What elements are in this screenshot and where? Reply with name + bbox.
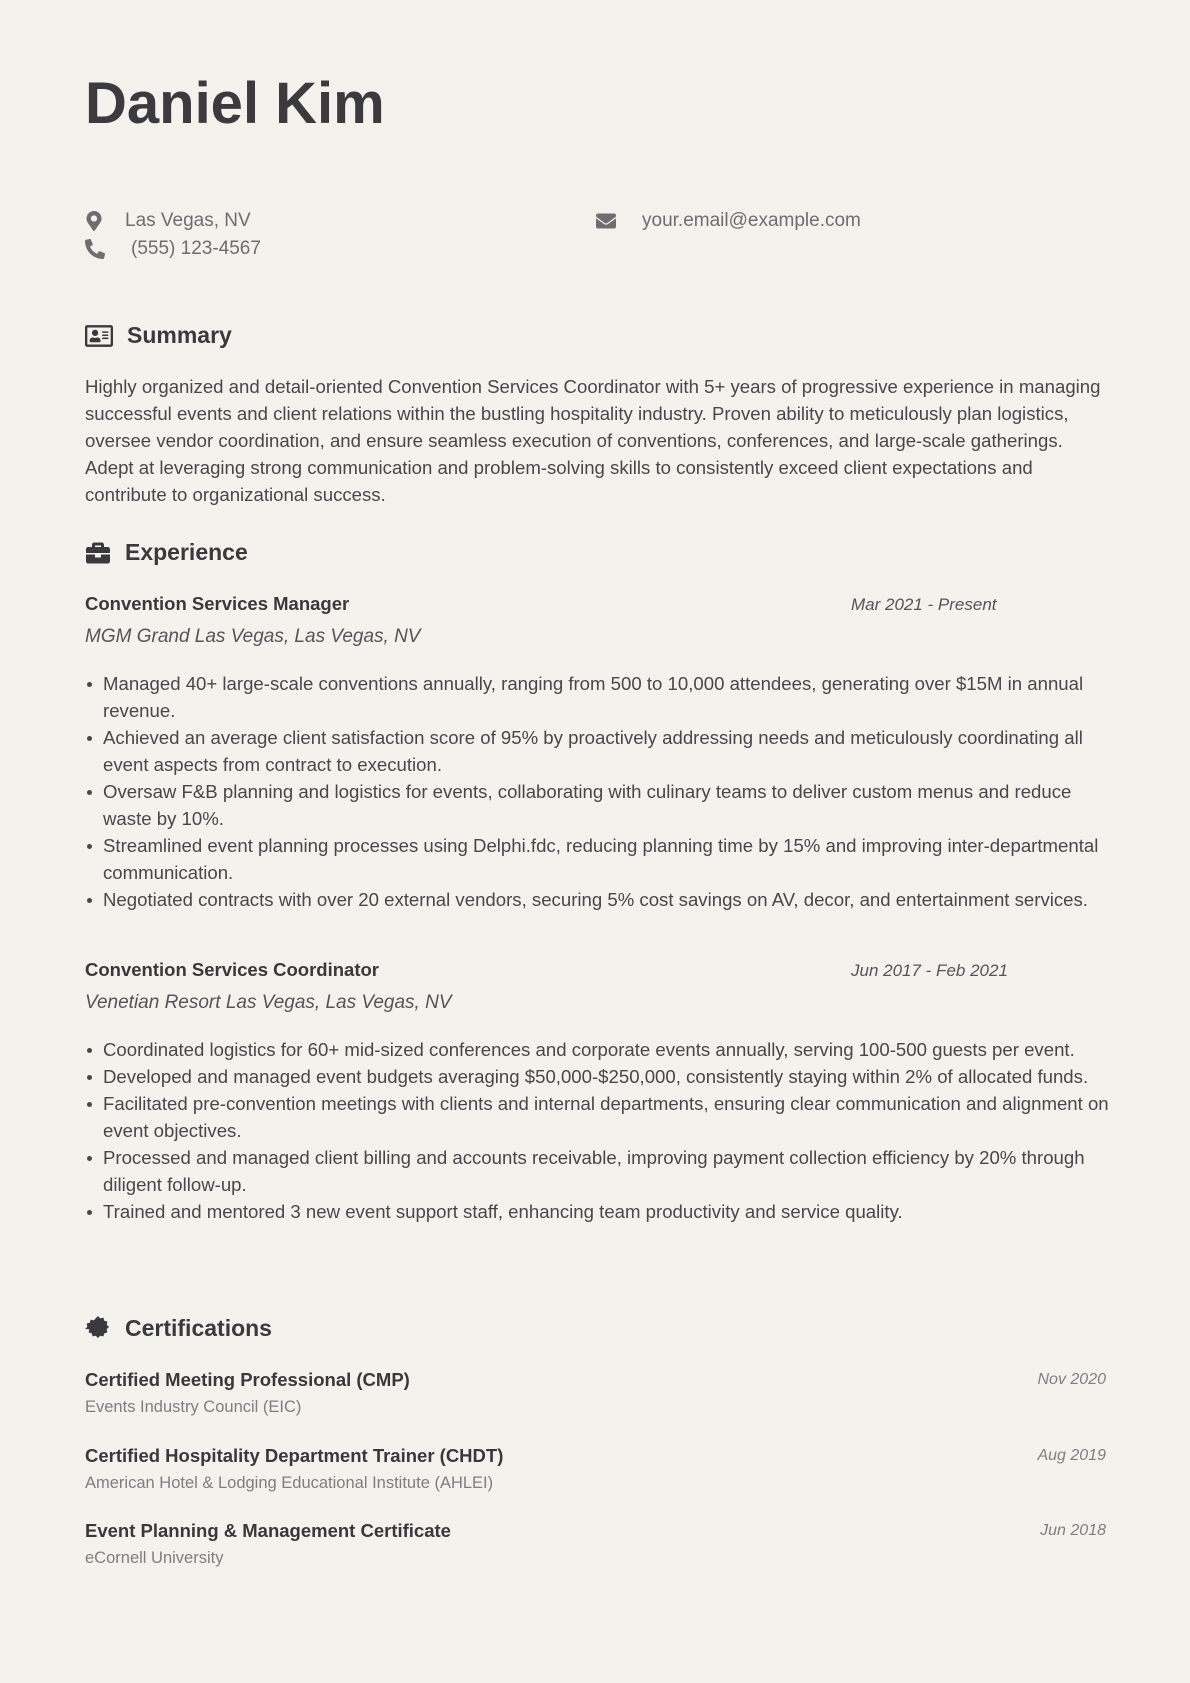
- experience-heading: [85, 539, 248, 566]
- certification-name: Certified Meeting Professional (CMP): [85, 1369, 410, 1390]
- certification-name: Event Planning & Management Certificate: [85, 1520, 451, 1541]
- job-title: Convention Services Manager: [85, 593, 350, 614]
- phone-text[interactable]: (555) 123-4567: [131, 238, 261, 259]
- summary-text: Highly organized and detail-oriented Convention Services Coordinator with 5+ years of progressive experience in managing successful events and client relations within the bustling hospitality industry. Proven ability to meticulously plan logistics, oversee vendor coordination, and ensure seamless execution of conventions, conferences, and large-scale gatherings. Adept at leveraging strong communication and problem-solving skills to consistently exceed client expectations and contribute to organizational success.: [85, 376, 1101, 505]
- job-bullet: Oversaw F&B planning and logistics for events, collaborating with culinary teams to deliver custom menus and reduce waste by 10%.: [103, 778, 1110, 832]
- id-card-icon: [85, 323, 113, 349]
- certification-issuer: eCornell University: [85, 1549, 224, 1567]
- certification-issuer: Events Industry Council (EIC): [85, 1398, 302, 1416]
- experience-title: Experience: [125, 539, 248, 565]
- job-entry-1: [85, 593, 1110, 913]
- certifications-heading: [85, 1315, 272, 1342]
- job-bullet: Coordinated logistics for 60+ mid-sized conferences and corporate events annually, serving 100-500 guests per event.: [103, 1036, 1110, 1063]
- job-bullet: Achieved an average client satisfaction score of 95% by proactively addressing needs and meticulously coordinating all event aspects from contract to execution.: [103, 724, 1110, 778]
- summary-heading: [85, 322, 232, 349]
- contact-row-1: [85, 210, 1105, 238]
- phone-contact[interactable]: [85, 238, 261, 260]
- summary-title: Summary: [127, 322, 232, 348]
- candidate-name: Daniel Kim: [85, 71, 385, 136]
- job-company: MGM Grand Las Vegas, Las Vegas, NV: [85, 626, 421, 647]
- certification-item: [85, 1369, 1106, 1417]
- job-dates: Mar 2021 - Present: [851, 595, 997, 614]
- location-contact: [85, 210, 251, 232]
- job-bullet: Managed 40+ large-scale conventions annually, ranging from 500 to 10,000 attendees, generating over $15M in annual revenue.: [103, 670, 1110, 724]
- envelope-icon: [595, 211, 617, 231]
- job-dates: Jun 2017 - Feb 2021: [851, 961, 1008, 980]
- job-entry-2: [85, 959, 1110, 1225]
- job-bullet: Processed and managed client billing and accounts receivable, improving payment collection efficiency by 20% through diligent follow-up.: [103, 1144, 1110, 1198]
- certification-item: [85, 1445, 1106, 1493]
- job-bullets: [85, 1036, 1110, 1225]
- job-bullets: [85, 670, 1110, 913]
- certification-date: Jun 2018: [1040, 1522, 1106, 1539]
- email-contact[interactable]: [595, 210, 861, 232]
- certifications-title: Certifications: [125, 1315, 272, 1341]
- job-company: Venetian Resort Las Vegas, Las Vegas, NV: [85, 992, 452, 1013]
- phone-icon: [85, 239, 105, 259]
- location-text: Las Vegas, NV: [125, 210, 251, 231]
- job-title: Convention Services Coordinator: [85, 959, 379, 980]
- contact-row-2: [85, 238, 1105, 266]
- job-bullet: Negotiated contracts with over 20 external vendors, securing 5% cost savings on AV, decor, and entertainment services.: [103, 886, 1110, 913]
- email-text[interactable]: your.email@example.com: [642, 210, 861, 231]
- job-bullet: Facilitated pre-convention meetings with clients and internal departments, ensuring clear communication and alignment on event objectives.: [103, 1090, 1110, 1144]
- job-bullet: Trained and mentored 3 new event support staff, enhancing team productivity and service quality.: [103, 1198, 1110, 1225]
- job-bullet: Developed and managed event budgets averaging $50,000-$250,000, consistently staying within 2% of allocated funds.: [103, 1063, 1110, 1090]
- contact-info: [85, 210, 1105, 266]
- briefcase-icon: [85, 541, 111, 565]
- certification-issuer: American Hotel & Lodging Educational Institute (AHLEI): [85, 1474, 494, 1492]
- job-bullet: Streamlined event planning processes using Delphi.fdc, reducing planning time by 15% and improving inter-departmental communication.: [103, 832, 1110, 886]
- certification-item: [85, 1520, 1106, 1568]
- certificate-badge-icon: [85, 1316, 111, 1342]
- certification-date: Aug 2019: [1037, 1447, 1106, 1464]
- certification-name: Certified Hospitality Department Trainer (CHDT): [85, 1445, 504, 1466]
- map-pin-icon: [85, 211, 103, 231]
- certification-date: Nov 2020: [1037, 1371, 1106, 1388]
